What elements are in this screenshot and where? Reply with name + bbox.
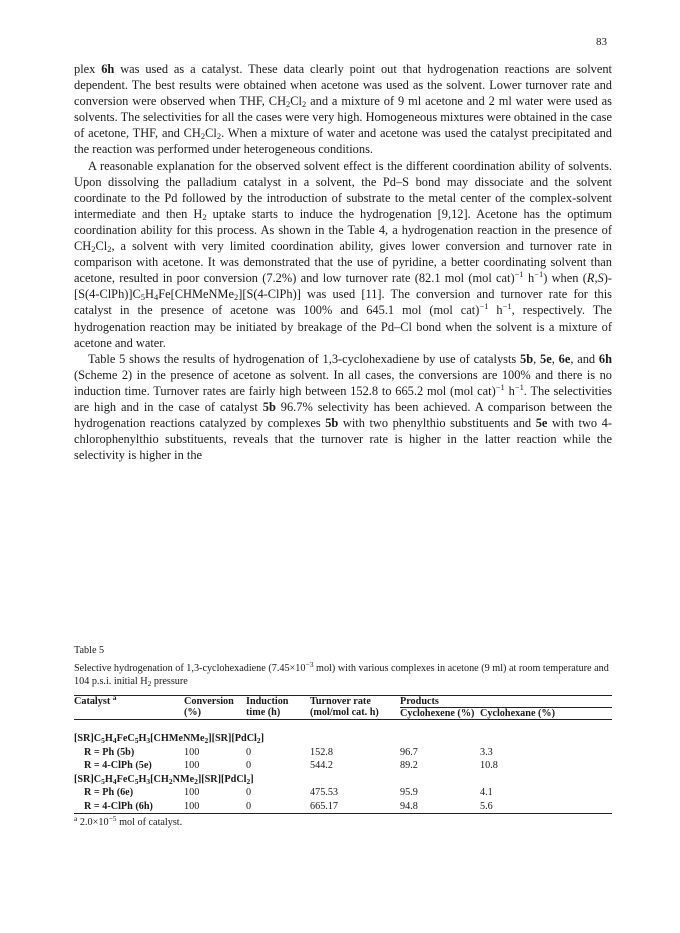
cell-cyclohexene: 94.8 [400, 800, 418, 812]
cell-turnover: 544.2 [310, 760, 333, 771]
header-products: Products [400, 696, 612, 708]
page-number: 83 [596, 36, 607, 48]
table-row [74, 746, 612, 760]
cell-catalyst: R = 4-ClPh (6h) [84, 800, 153, 812]
cell-induction: 0 [246, 760, 252, 771]
cell-conversion: 100 [184, 800, 200, 812]
header-induction: Induction time (h) [246, 696, 289, 718]
header-catalyst: Catalyst $^a$ [74, 693, 117, 707]
paragraph-2: A reasonable explanation for the observed solvent effect is the different coordination ability of solvents. Upon dissolving the palladium catalyst in a solvent, the Pd–S bond may dissociate and the solvent coordinate to the Pd followed by the introduction of substrate to the metal center of the complex-solvent intermediate and then $H_2$ uptake starts to induce the hydrogenation [9,12]. Acetone has the optimum coordination ability for this process. As shown in the Table 4, a hydrogenation reaction in the presence of $CH_2Cl_2$, a solvent with very limited coordination ability, gives lower conversion and turnover rate in comparison with acetone. It was demonstrated that the use of pyridine, a better coordinating solvent than acetone, resulted in poor conversion (7.2%) and low turnover rate (82.1 mol (mol cat)$^{-1}$ $h^{-1}$) when $(R,S)-[S(4-ClPh)]C_5H_4Fe[CHMeNMe_2][S(4-ClPh)]$ was used [11]. The conversion and turnover rate for this catalyst in the presence of acetone was 100% and 645.1 mol (mol cat)$^{-1}$ $h^{-1}$, respectively. The hydrogenation reaction may be initiated by breakage of the Pd–Cl bond when the solvent is a mixture of acetone and water. [74, 158, 613, 350]
header-cyclohexene: Cyclohexene (%) [400, 708, 475, 719]
cell-induction: 0 [246, 800, 252, 812]
body-text [74, 61, 612, 463]
table-5 [74, 645, 612, 828]
table-body [74, 720, 612, 814]
table-group-row [74, 720, 612, 746]
table-label: Table 5 [74, 645, 105, 656]
cell-turnover: 475.53 [310, 787, 339, 798]
cell-cyclohexane: 4.1 [480, 787, 493, 798]
cell-turnover: 152.8 [310, 746, 333, 758]
header-cyclohexane: Cyclohexane (%) [480, 708, 555, 719]
group-formula: $[SR]C_5H_4FeC_5H_3[CH_2NMe_2][SR][PdCl_2]$ [74, 773, 254, 786]
cell-conversion: 100 [184, 746, 200, 758]
results-table [74, 695, 612, 814]
cell-cyclohexene: 95.9 [400, 787, 418, 798]
cell-induction: 0 [246, 746, 252, 758]
cell-cyclohexane: 10.8 [480, 760, 498, 771]
cell-cyclohexene: 89.2 [400, 760, 418, 771]
header-conversion: Conversion (%) [184, 696, 234, 718]
cell-turnover: 665.17 [310, 800, 339, 812]
header-turnover: Turnover rate (mol/mol cat. h) [310, 696, 379, 718]
table-row [74, 759, 612, 773]
table-footnote: $^a$ $2.0\times 10^{-5}$ mol of catalyst. [74, 814, 183, 828]
paragraph-1: plex 6h was used as a catalyst. These data clearly point out that hydrogenation reactions are solvent dependent. The best results were obtained when acetone was used as the solvent. Lower turnover rate and conversion were observed when THF, $CH_2Cl_2$ and a mixture of 9 ml acetone and 2 ml water were used as solvents. The selectivities for all the cases were very high. Homogeneous mixtures were obtained in the case of acetone, THF, and $CH_2Cl_2$. When a mixture of water and acetone was used the catalyst precipitated and the reaction was performed under heterogeneous conditions. [74, 62, 612, 157]
cell-cyclohexane: 3.3 [480, 746, 493, 758]
cell-cyclohexene: 96.7 [400, 746, 418, 758]
table-group-row [74, 773, 612, 787]
group-formula: $[SR]C_5H_4FeC_5H_3[CHMeNMe_2][SR][PdCl_2]$ [74, 733, 265, 745]
table-row [74, 800, 612, 814]
cell-induction: 0 [246, 787, 252, 798]
cell-catalyst: R = 4-ClPh (5e) [84, 760, 152, 771]
cell-cyclohexane: 5.6 [480, 800, 493, 812]
cell-catalyst: R = Ph (6e) [84, 787, 134, 798]
table-caption: Selective hydrogenation of 1,3-cyclohexadiene ($7.45\times 10^{-3}$ mol) with various complexes in acetone (9 ml) at room temperature and 104 p.s.i. initial $H_2$ pressure [74, 660, 609, 688]
paragraph-3: Table 5 shows the results of hydrogenation of 1,3-cyclohexadiene by use of catalysts 5b, 5e, 6e, and 6h (Scheme 2) in the presence of acetone as solvent. In all cases, the conversions are 100% and there is no induction time. Turnover rates are fairly high between 152.8 to 665.2 mol (mol cat)$^{-1}$ $h^{-1}$. The selectivities are high and in the case of catalyst 5b 96.7% selectivity has been achieved. A comparison between the hydrogenation reactions catalyzed by complexes 5b with two phenylthio substituents and 5e with two 4-chlorophenylthio substituents, reveals that the turnover rate is higher in the latter reaction while the selectivity is higher in the [74, 351, 613, 463]
cell-conversion: 100 [184, 760, 200, 771]
cell-catalyst: R = Ph (5b) [84, 746, 135, 758]
table-row [74, 786, 612, 800]
cell-conversion: 100 [184, 787, 200, 798]
